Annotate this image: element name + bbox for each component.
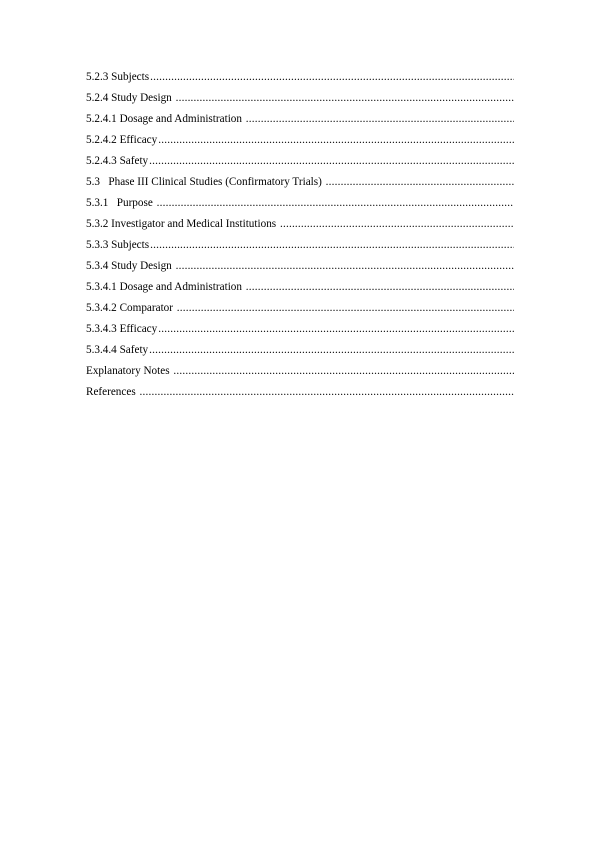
toc-entry-5-3-3[interactable]: [86, 235, 514, 256]
toc-entry-label: 5.3.3 Subjects: [86, 239, 150, 251]
toc-entry-label: 5.3.4 Study Design: [86, 260, 175, 272]
toc-dot-leader: [246, 109, 514, 130]
toc-entry-explanatory-notes[interactable]: [86, 361, 514, 382]
toc-dot-leader: [157, 193, 514, 214]
toc-dot-leader: [150, 67, 514, 88]
toc-dot-leader: [176, 88, 514, 109]
toc-entry-5-2-3[interactable]: [86, 67, 514, 88]
toc-entry-5-3-4[interactable]: [86, 256, 514, 277]
toc-entry-5-3[interactable]: [86, 172, 514, 193]
toc-entry-5-3-4-2[interactable]: [86, 298, 514, 319]
toc-dot-leader: [140, 382, 515, 403]
toc-entry-label: 5.2.4.3 Safety: [86, 155, 149, 167]
toc-dot-leader: [177, 298, 514, 319]
toc-entry-references[interactable]: [86, 382, 514, 403]
toc-dot-leader: [158, 130, 514, 151]
toc-entry-label: 5.2.4.2 Efficacy: [86, 134, 158, 146]
toc-entry-label: Explanatory Notes: [86, 365, 173, 377]
toc-entry-label: 5.2.4 Study Design: [86, 92, 175, 104]
toc-entry-5-2-4-3[interactable]: [86, 151, 514, 172]
toc-entry-5-2-4[interactable]: [86, 88, 514, 109]
toc-entry-label: 5.3.4.4 Safety: [86, 344, 149, 356]
table-of-contents: [86, 67, 514, 403]
toc-entry-5-3-4-1[interactable]: [86, 277, 514, 298]
toc-dot-leader: [150, 235, 514, 256]
toc-entry-label: 5.3.4.3 Efficacy: [86, 323, 158, 335]
toc-dot-leader: [158, 319, 514, 340]
toc-entry-label: 5.3.4.1 Dosage and Administration: [86, 281, 245, 293]
toc-entry-5-3-2[interactable]: [86, 214, 514, 235]
toc-dot-leader: [173, 361, 514, 382]
toc-dot-leader: [149, 340, 514, 361]
toc-dot-leader: [246, 277, 514, 298]
toc-entry-label: 5.3.2 Investigator and Medical Institutions: [86, 218, 279, 230]
toc-entry-label: 5.2.3 Subjects: [86, 71, 150, 83]
toc-entry-label: References: [86, 386, 139, 398]
toc-entry-5-3-4-4[interactable]: [86, 340, 514, 361]
toc-entry-5-3-1[interactable]: [86, 193, 514, 214]
toc-dot-leader: [176, 256, 514, 277]
toc-entry-5-3-4-3[interactable]: [86, 319, 514, 340]
toc-entry-label: 5.3.1 Purpose: [86, 197, 156, 209]
toc-dot-leader: [280, 214, 514, 235]
toc-entry-5-2-4-2[interactable]: [86, 130, 514, 151]
toc-dot-leader: [149, 151, 514, 172]
toc-entry-label: 5.3.4.2 Comparator: [86, 302, 176, 314]
toc-dot-leader: [326, 172, 514, 193]
toc-entry-label: 5.2.4.1 Dosage and Administration: [86, 113, 245, 125]
toc-entry-5-2-4-1[interactable]: [86, 109, 514, 130]
toc-entry-label: 5.3 Phase III Clinical Studies (Confirmatory Trials): [86, 176, 325, 188]
